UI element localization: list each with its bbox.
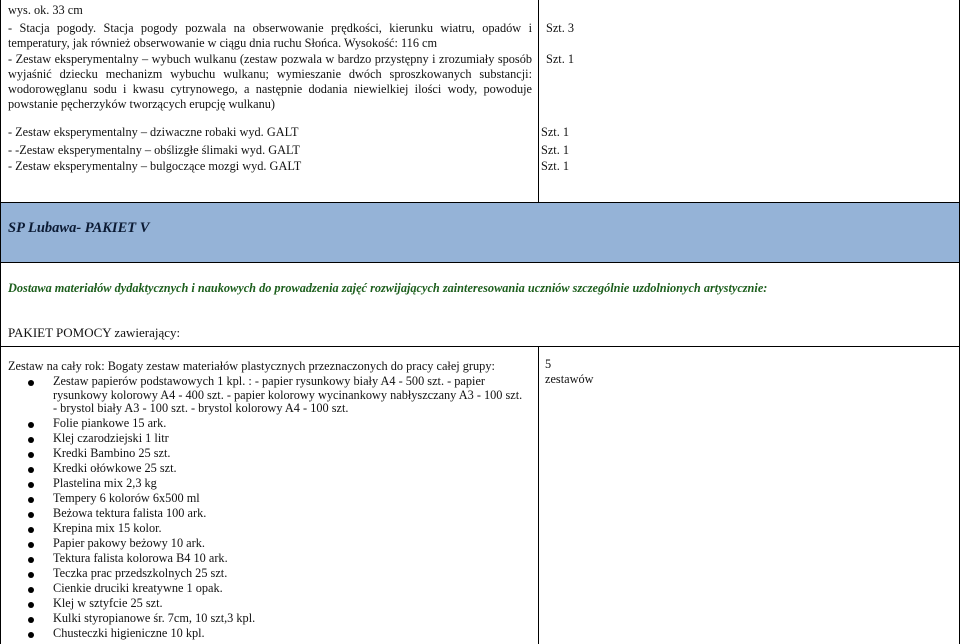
list-item: Teczka prac przedszkolnych 25 szt. bbox=[53, 566, 228, 580]
table-row-qty: Szt. 3 bbox=[546, 21, 575, 35]
bullet-icon bbox=[28, 542, 34, 548]
list-item: Tempery 6 kolorów 6x500 ml bbox=[53, 491, 200, 505]
table-row-divider bbox=[0, 262, 960, 263]
table-column-divider-bottom bbox=[538, 346, 539, 644]
package-title: SP Lubawa- PAKIET V bbox=[8, 220, 150, 236]
table-row-divider bbox=[0, 346, 960, 347]
bullet-icon bbox=[28, 587, 34, 593]
list-item-continuation: - brystol biały A3 - 100 szt. - brystol kolorowy A4 - 100 szt. bbox=[53, 401, 349, 415]
table-row-text: - Zestaw eksperymentalny – wybuch wulkanu (zestaw pozwala w bardzo przystępny i zrozumiały sposób wyjaśnić dziecku mechanizm wybuchu wulkanu; wymieszanie dwóch sproszkowanych substancji: wodorowęglanu sodu i kwasu cytrynowego, a następnie dodania niewielkiej ilości wody, powoduje powstanie pęcherzyków tworzących erupcję wulkanu) bbox=[8, 52, 532, 111]
table-row-text: wys. ok. 33 cm bbox=[8, 3, 83, 17]
bullet-icon bbox=[28, 527, 34, 533]
bullet-icon bbox=[28, 467, 34, 473]
package-intro: Dostawa materiałów dydaktycznych i naukowych do prowadzenia zajęć rozwijających zainteresowania uczniów szczególnie uzdolnionych artystycznie: bbox=[8, 281, 768, 295]
table-row-text: - Stacja pogody. Stacja pogody pozwala na obserwowanie prędkości, kierunku wiatru, opadów i temperatury, jak również obserwowanie w ciągu dnia ruchu Słońca. Wysokość: 116 cm bbox=[8, 21, 532, 50]
list-item: Klej w sztyfcie 25 szt. bbox=[53, 596, 163, 610]
table-column-divider-top bbox=[538, 0, 539, 202]
list-item: Folie piankowe 15 ark. bbox=[53, 416, 167, 430]
list-item: Chusteczki higieniczne 10 kpl. bbox=[53, 626, 205, 640]
table-row-qty: Szt. 1 bbox=[541, 159, 570, 173]
list-item: Cienkie druciki kreatywne 1 opak. bbox=[53, 581, 223, 595]
bullet-icon bbox=[28, 632, 34, 638]
set-intro: Zestaw na cały rok: Bogaty zestaw materiałów plastycznych przeznaczonych do pracy całej grupy: bbox=[8, 359, 495, 373]
package-heading: PAKIET POMOCY zawierający: bbox=[8, 325, 181, 340]
bullet-icon bbox=[28, 602, 34, 608]
bullet-icon bbox=[28, 422, 34, 428]
table-row-text: - Zestaw eksperymentalny – dziwaczne robaki wyd. GALT bbox=[8, 125, 299, 139]
set-qty-unit: zestawów bbox=[545, 372, 594, 386]
table-row-qty: Szt. 1 bbox=[541, 125, 570, 139]
list-item: Krepina mix 15 kolor. bbox=[53, 521, 162, 535]
list-item: Tektura falista kolorowa B4 10 ark. bbox=[53, 551, 228, 565]
set-qty-number: 5 bbox=[545, 357, 552, 371]
bullet-icon bbox=[28, 452, 34, 458]
table-row-qty: Szt. 1 bbox=[541, 143, 570, 157]
bullet-icon bbox=[28, 497, 34, 503]
bullet-icon bbox=[28, 557, 34, 563]
bullet-icon bbox=[28, 617, 34, 623]
bullet-icon bbox=[28, 572, 34, 578]
list-item: Kredki ołówkowe 25 szt. bbox=[53, 461, 177, 475]
bullet-icon bbox=[28, 380, 34, 386]
list-item: Beżowa tektura falista 100 ark. bbox=[53, 506, 207, 520]
list-item: Zestaw papierów podstawowych 1 kpl. : - papier rysunkowy biały A4 - 500 szt. - papier bbox=[53, 374, 485, 388]
bullet-icon bbox=[28, 482, 34, 488]
list-item: Kredki Bambino 25 szt. bbox=[53, 446, 171, 460]
bullet-icon bbox=[28, 512, 34, 518]
table-row-text: - Zestaw eksperymentalny – bulgoczące mozgi wyd. GALT bbox=[8, 159, 302, 173]
list-item: Kulki styropianowe śr. 7cm, 10 szt,3 kpl. bbox=[53, 611, 256, 625]
bullet-icon bbox=[28, 437, 34, 443]
list-item-continuation: rysunkowy kolorowy A4 - 400 szt. - papier kolorowy wycinankowy nabłyszczany A3 - 100 szt. bbox=[53, 388, 523, 402]
list-item: Klej czarodziejski 1 litr bbox=[53, 431, 169, 445]
table-row-text: - -Zestaw eksperymentalny – obślizgłe ślimaki wyd. GALT bbox=[8, 143, 300, 157]
list-item: Papier pakowy beżowy 10 ark. bbox=[53, 536, 205, 550]
table-row-qty: Szt. 1 bbox=[546, 52, 575, 66]
table-border-left bbox=[0, 0, 1, 644]
list-item: Plastelina mix 2,3 kg bbox=[53, 476, 157, 490]
